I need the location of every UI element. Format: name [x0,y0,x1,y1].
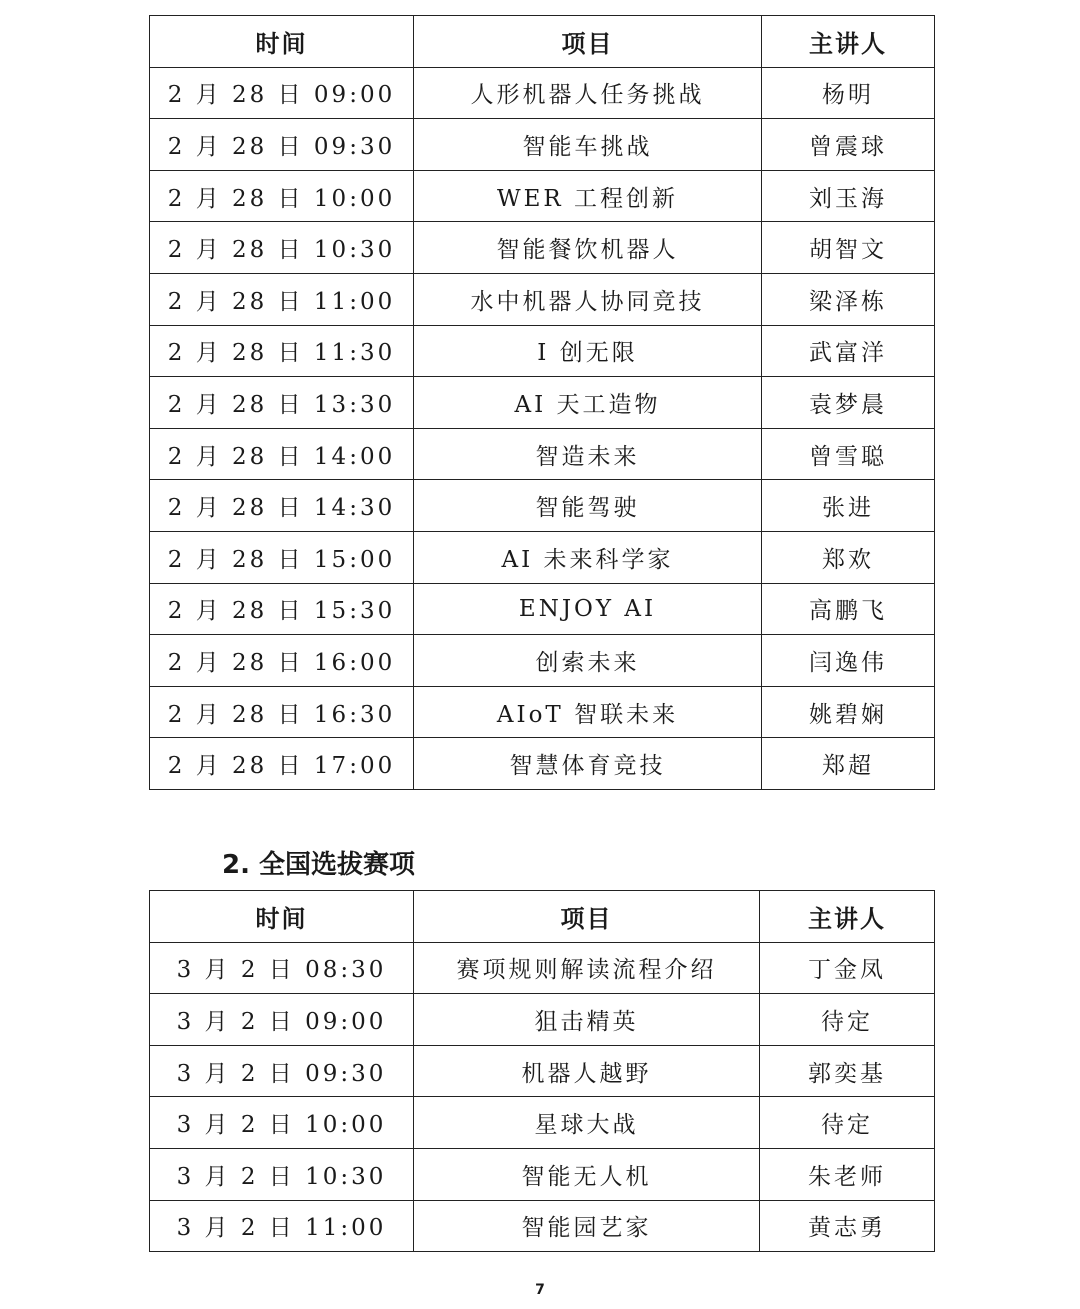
cell-speaker: 黄志勇 [760,1200,935,1252]
cell-project: 星球大战 [414,1097,760,1149]
table-row [150,67,935,119]
table-row [150,480,935,532]
cell-speaker: 丁金凤 [760,942,935,994]
table-row [150,635,935,687]
cell-time: 3 月 2 日 10:30 [150,1148,414,1200]
cell-speaker: 杨明 [762,67,935,119]
cell-project: 水中机器人协同竞技 [414,273,762,325]
cell-time: 2 月 28 日 10:30 [150,222,414,274]
cell-time: 2 月 28 日 09:00 [150,67,414,119]
column-header-project: 项目 [414,16,762,68]
cell-speaker: 胡智文 [762,222,935,274]
cell-project: AI 天工造物 [414,377,762,429]
column-header-speaker: 主讲人 [762,16,935,68]
cell-speaker: 郭奕基 [760,1045,935,1097]
cell-project: 创索未来 [414,635,762,687]
cell-speaker: 武富洋 [762,325,935,377]
table-row [150,1097,935,1149]
cell-time: 3 月 2 日 08:30 [150,942,414,994]
table-row [150,1045,935,1097]
cell-time: 3 月 2 日 11:00 [150,1200,414,1252]
cell-time: 2 月 28 日 09:30 [150,119,414,171]
cell-project: 智造未来 [414,428,762,480]
cell-time: 2 月 28 日 16:00 [150,635,414,687]
cell-project: AI 未来科学家 [414,531,762,583]
cell-time: 3 月 2 日 09:30 [150,1045,414,1097]
cell-project: ENJOY AI [414,583,762,635]
cell-project: AIoT 智联未来 [414,686,762,738]
column-header-time: 时间 [150,891,414,943]
cell-project: 赛项规则解读流程介绍 [414,942,760,994]
cell-project: WER 工程创新 [414,170,762,222]
cell-speaker: 待定 [760,994,935,1046]
table-row [150,994,935,1046]
cell-speaker: 梁泽栋 [762,273,935,325]
table-row [150,686,935,738]
column-header-project: 项目 [414,891,760,943]
cell-speaker: 高鹏飞 [762,583,935,635]
cell-time: 2 月 28 日 15:30 [150,583,414,635]
table-row [150,170,935,222]
table-row [150,738,935,790]
cell-speaker: 闫逸伟 [762,635,935,687]
cell-speaker: 待定 [760,1097,935,1149]
table-row [150,222,935,274]
cell-project: 智慧体育竞技 [414,738,762,790]
cell-speaker: 刘玉海 [762,170,935,222]
cell-speaker: 张进 [762,480,935,532]
table-row [150,583,935,635]
column-header-speaker: 主讲人 [760,891,935,943]
cell-time: 3 月 2 日 09:00 [150,994,414,1046]
table-row [150,273,935,325]
cell-project: I 创无限 [414,325,762,377]
cell-time: 2 月 28 日 15:00 [150,531,414,583]
cell-project: 智能餐饮机器人 [414,222,762,274]
cell-project: 智能园艺家 [414,1200,760,1252]
cell-time: 2 月 28 日 14:00 [150,428,414,480]
cell-speaker: 郑欢 [762,531,935,583]
cell-time: 2 月 28 日 14:30 [150,480,414,532]
cell-speaker: 姚碧娴 [762,686,935,738]
cell-speaker: 曾雪聪 [762,428,935,480]
table-row [150,531,935,583]
table-row [150,1200,935,1252]
cell-speaker: 朱老师 [760,1148,935,1200]
cell-speaker: 郑超 [762,738,935,790]
cell-project: 智能车挑战 [414,119,762,171]
column-header-time: 时间 [150,16,414,68]
page-number: 7 [535,1282,545,1298]
cell-project: 智能无人机 [414,1148,760,1200]
cell-time: 3 月 2 日 10:00 [150,1097,414,1149]
cell-time: 2 月 28 日 11:30 [150,325,414,377]
table-row [150,942,935,994]
table-row [150,1148,935,1200]
cell-time: 2 月 28 日 13:30 [150,377,414,429]
section-heading: 2. 全国选拔赛项 [222,850,416,880]
table-header-row [150,16,935,68]
cell-project: 智能驾驶 [414,480,762,532]
cell-speaker: 袁梦晨 [762,377,935,429]
table-header-row [150,891,935,943]
cell-project: 人形机器人任务挑战 [414,67,762,119]
table-row [150,428,935,480]
cell-project: 狙击精英 [414,994,760,1046]
schedule-table-2 [149,890,935,1252]
cell-time: 2 月 28 日 17:00 [150,738,414,790]
table-row [150,119,935,171]
table-row [150,377,935,429]
schedule-table-1 [149,15,935,790]
cell-time: 2 月 28 日 10:00 [150,170,414,222]
cell-time: 2 月 28 日 11:00 [150,273,414,325]
cell-speaker: 曾震球 [762,119,935,171]
cell-project: 机器人越野 [414,1045,760,1097]
table-row [150,325,935,377]
cell-time: 2 月 28 日 16:30 [150,686,414,738]
